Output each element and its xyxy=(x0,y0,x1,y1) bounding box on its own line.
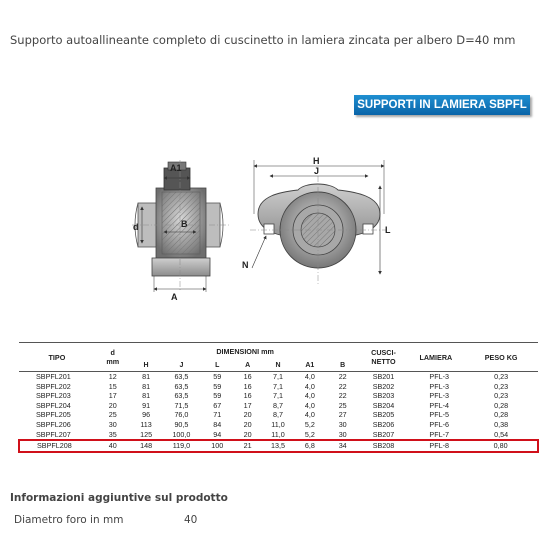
table-cell: 11,0 xyxy=(271,419,285,429)
table-cell: 125 xyxy=(140,429,153,439)
label-a1: A1 xyxy=(170,163,182,173)
series-banner: SUPPORTI IN LAMIERA SBPFL xyxy=(354,95,530,115)
table-cell: SB201 xyxy=(372,372,395,381)
table-row xyxy=(19,401,538,411)
label-a: A xyxy=(171,292,178,302)
table-cell: SBPFL202 xyxy=(36,381,71,391)
table-row xyxy=(19,430,538,441)
table-cell: SB204 xyxy=(372,400,395,410)
additional-info-title: Informazioni aggiuntive sul prodotto xyxy=(10,492,228,504)
table-cell: 7,1 xyxy=(273,381,283,391)
table-cell: 12 xyxy=(108,372,117,381)
table-cell: 76,0 xyxy=(174,410,189,420)
table-cell: 4,0 xyxy=(304,372,315,381)
table-cell: SB206 xyxy=(372,419,395,429)
table-cell: 59 xyxy=(213,372,222,381)
table-cell: 25 xyxy=(108,410,117,420)
table-cell: 21 xyxy=(233,440,262,452)
table-row xyxy=(19,391,538,401)
table-cell: 27 xyxy=(338,410,347,420)
header-a1: A1 xyxy=(294,359,326,372)
table-cell: SBPFL208 xyxy=(19,440,95,452)
table-row xyxy=(19,382,538,392)
table-cell: PFL-7 xyxy=(429,429,449,439)
table-cell: 81 xyxy=(142,391,151,401)
table-cell: 20 xyxy=(243,410,252,420)
table-cell: 17 xyxy=(243,400,252,410)
table-cell: 30 xyxy=(338,429,347,439)
table-cell: 81 xyxy=(142,381,151,391)
table-cell: 11,0 xyxy=(271,429,285,439)
table-cell: 0,23 xyxy=(494,372,509,381)
table-row xyxy=(19,410,538,420)
header-j: J xyxy=(162,359,202,372)
table-cell: 17 xyxy=(108,391,117,401)
table-cell: 4,0 xyxy=(304,410,315,420)
table-cell: 20 xyxy=(243,419,252,429)
table-cell: 8,7 xyxy=(273,400,283,410)
table-cell: 8,7 xyxy=(273,410,283,420)
table-cell: 67 xyxy=(213,400,222,410)
table-cell: 59 xyxy=(213,381,222,391)
table-cell: 4,0 xyxy=(304,391,315,401)
table-cell: 0,54 xyxy=(494,429,509,439)
header-n: N xyxy=(262,359,294,372)
label-b: B xyxy=(181,219,188,229)
table-cell: 16 xyxy=(243,381,252,391)
table-cell: SB208 xyxy=(360,440,408,452)
table-cell: 71,5 xyxy=(174,400,189,410)
header-lamiera: LAMIERA xyxy=(407,343,464,372)
spec-table-body xyxy=(19,372,538,452)
table-cell: 30 xyxy=(108,419,117,429)
table-cell: SBPFL206 xyxy=(36,419,71,429)
bore-diameter-value: 40 xyxy=(184,514,198,526)
label-n: N xyxy=(242,260,249,270)
table-cell: 15 xyxy=(108,381,117,391)
table-cell: 6,8 xyxy=(294,440,326,452)
header-a: A xyxy=(233,359,262,372)
header-h: H xyxy=(131,359,162,372)
table-cell: 71 xyxy=(213,410,222,420)
table-cell: 0,38 xyxy=(494,419,509,429)
table-cell: 5,2 xyxy=(304,419,315,429)
table-cell: 63,5 xyxy=(174,372,189,381)
table-cell: 16 xyxy=(243,372,252,381)
label-d: d xyxy=(133,222,139,232)
table-row xyxy=(19,372,538,382)
table-cell: SB202 xyxy=(372,381,395,391)
table-cell: SB207 xyxy=(372,429,395,439)
table-cell: 0,23 xyxy=(494,381,509,391)
header-cuscinetto: CUSCI- NETTO xyxy=(360,343,408,372)
table-cell: 5,2 xyxy=(304,429,315,439)
table-cell: PFL-6 xyxy=(429,419,449,429)
table-cell: 25 xyxy=(338,400,347,410)
table-cell: SB203 xyxy=(372,391,395,401)
table-cell: PFL-8 xyxy=(407,440,464,452)
table-cell: SBPFL201 xyxy=(36,372,71,381)
table-cell: 84 xyxy=(213,419,222,429)
table-cell: SBPFL207 xyxy=(36,429,71,439)
table-cell: 0,28 xyxy=(494,410,509,420)
table-cell: 13,5 xyxy=(262,440,294,452)
table-cell: PFL-4 xyxy=(429,400,449,410)
spec-table xyxy=(18,342,539,453)
table-cell: PFL-5 xyxy=(429,410,449,420)
product-description: Supporto autoallineante completo di cuscinetto in lamiera zincata per albero D=40 mm xyxy=(10,33,516,47)
table-cell: 22 xyxy=(338,372,347,381)
header-b: B xyxy=(326,359,360,372)
label-h: H xyxy=(313,156,320,166)
label-l: L xyxy=(385,225,391,235)
table-cell: 81 xyxy=(142,372,151,381)
header-tipo: TIPO xyxy=(19,343,95,372)
table-cell: PFL-3 xyxy=(429,391,449,401)
table-cell: 148 xyxy=(131,440,162,452)
table-cell: SBPFL205 xyxy=(36,410,71,420)
table-cell: 22 xyxy=(338,381,347,391)
table-cell: 90,5 xyxy=(174,419,189,429)
table-cell: 100 xyxy=(201,440,233,452)
bore-diameter-label: Diametro foro in mm xyxy=(14,514,124,526)
table-cell: 4,0 xyxy=(304,400,315,410)
table-cell: 34 xyxy=(326,440,360,452)
header-d-unit: mm xyxy=(106,357,120,366)
table-cell: 63,5 xyxy=(174,381,189,391)
table-cell: 35 xyxy=(108,429,117,439)
table-cell: 63,5 xyxy=(174,391,189,401)
table-cell: PFL-3 xyxy=(429,381,449,391)
table-cell: 4,0 xyxy=(304,381,315,391)
table-cell: 30 xyxy=(338,419,347,429)
table-cell: 20 xyxy=(108,400,117,410)
header-dimensioni: DIMENSIONI mm xyxy=(216,346,274,356)
table-row xyxy=(19,440,538,452)
table-cell: 100,0 xyxy=(172,429,191,439)
table-cell: 16 xyxy=(243,391,252,401)
table-cell: SBPFL203 xyxy=(36,391,71,401)
table-cell: 0,23 xyxy=(494,391,509,401)
table-cell: 91 xyxy=(142,400,151,410)
header-peso: PESO KG xyxy=(464,343,538,372)
table-cell: 119,0 xyxy=(162,440,202,452)
table-cell: 113 xyxy=(140,419,152,429)
label-j: J xyxy=(314,166,320,176)
header-d xyxy=(95,343,131,372)
table-cell: SBPFL204 xyxy=(36,400,71,410)
table-cell: 7,1 xyxy=(273,372,283,381)
table-cell: 96 xyxy=(142,410,151,420)
table-cell: PFL-3 xyxy=(429,372,449,381)
spec-table-container xyxy=(18,342,539,453)
table-cell: 0,28 xyxy=(494,400,509,410)
table-cell: 22 xyxy=(338,391,347,401)
table-row xyxy=(19,420,538,430)
table-cell: SB205 xyxy=(372,410,395,420)
header-d-label: d xyxy=(110,348,115,357)
header-l: L xyxy=(201,359,233,372)
table-cell: 59 xyxy=(213,391,222,401)
table-cell: 40 xyxy=(95,440,131,452)
table-cell: 20 xyxy=(243,429,252,439)
table-cell: 7,1 xyxy=(273,391,283,401)
table-cell: 0,80 xyxy=(464,440,538,452)
table-cell: 94 xyxy=(213,429,222,439)
front-view xyxy=(250,160,386,284)
